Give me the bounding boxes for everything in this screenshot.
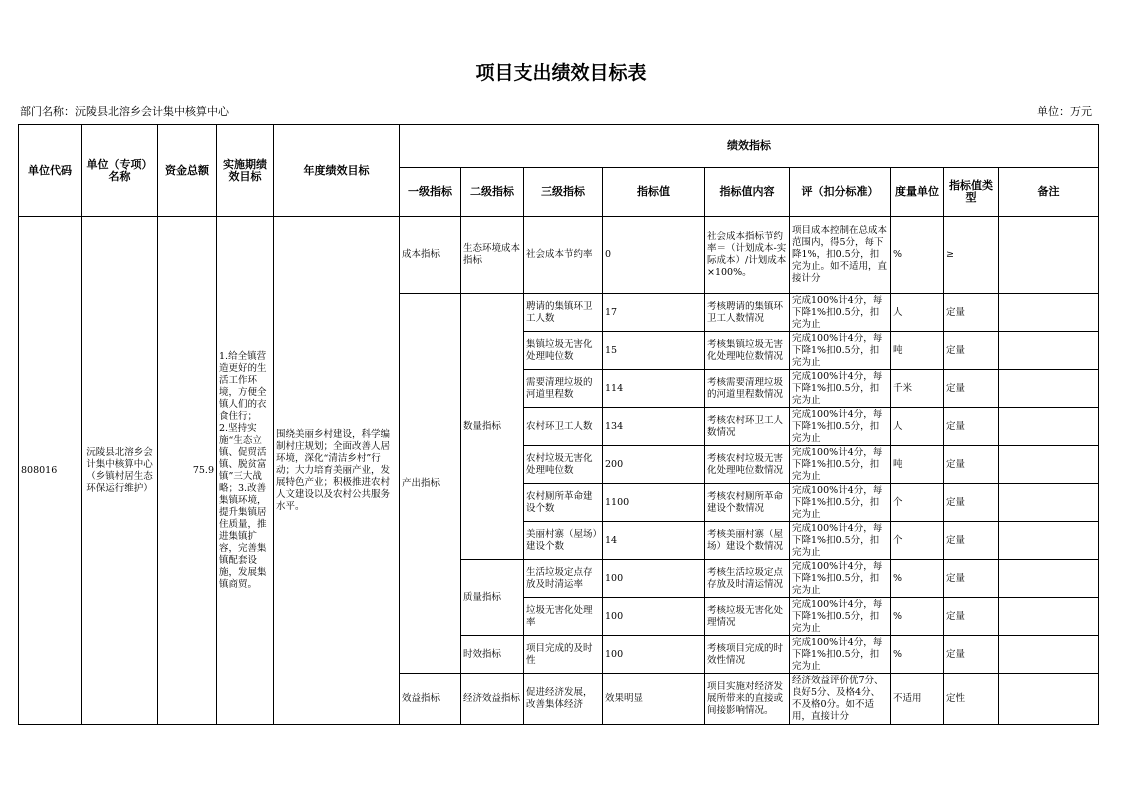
- header-value-type: 指标值类型: [944, 168, 999, 217]
- content-text: 项目实施对经济发展所带来的直接或间接影响情况。: [707, 681, 784, 716]
- level3-cell: 促进经济发展，改善集体经济: [524, 674, 603, 725]
- unit-code-cell: 808016: [19, 217, 82, 725]
- annual-goal-cell: 围绕美丽乡村建设，科学编制村庄规划；全面改善人居环境，深化“清洁乡村”行动；大力培育美丽产业，发展特色产业；积极推进农村人文建设以及农村公共服务水平。: [274, 217, 400, 725]
- scoring-cell: [790, 598, 891, 636]
- measure-cell: 个: [891, 484, 944, 522]
- level1-cost: 成本指标: [400, 217, 461, 294]
- level2-economic: 经济效益指标: [461, 674, 524, 725]
- level2-quantity: 数量指标: [461, 294, 524, 560]
- unit-name-cell: 沅陵县北溶乡会计集中核算中心（乡镇村居生态环保运行维护）: [82, 217, 158, 725]
- scoring-cell: [790, 560, 891, 598]
- remark-cell: [999, 484, 1099, 522]
- content-text: 考核垃圾无害化处理情况: [707, 604, 784, 628]
- currency-unit: 单位：万元: [1037, 105, 1092, 118]
- value-cell: 15: [603, 332, 705, 370]
- value-type-cell: 定量: [944, 636, 999, 674]
- content-cell: [705, 522, 790, 560]
- header-performance: 绩效指标: [400, 125, 1099, 168]
- scoring-text: 项目成本控制在总成本范围内，得5分，每下降1%，扣0.5分，扣完为止。如不适用，直接计分: [792, 225, 888, 284]
- level3-cell: 美丽村寨（屋场）建设个数: [524, 522, 603, 560]
- content-text: 考核农村环卫工人数情况: [707, 414, 784, 438]
- content-text: 考核项目完成的时效性情况: [707, 642, 784, 666]
- value-type-cell: 定量: [944, 560, 999, 598]
- level3-cell: 生活垃圾定点存放及时清运率: [524, 560, 603, 598]
- content-cell: [705, 217, 790, 294]
- content-cell: [705, 484, 790, 522]
- content-cell: [705, 636, 790, 674]
- period-goal-cell: 1.给全镇营造更好的生活工作环境，方便全镇人们的衣食住行； 2.坚持实施“生态立镇、促贸活镇、脱贫富镇”三大战略；3.改善集镇环境，提升集镇居住质量，推进集镇扩容，完善集镇配套设施，发展集镇商贸。: [217, 217, 274, 725]
- header-annual-goal: 年度绩效目标: [274, 125, 400, 217]
- scoring-text: 完成100%计4分，每下降1%扣0.5分，扣完为止: [792, 332, 883, 368]
- value-cell: 134: [603, 408, 705, 446]
- header-value: 指标值: [603, 168, 705, 217]
- scoring-text: 完成100%计4分，每下降1%扣0.5分，扣完为止: [792, 522, 883, 558]
- scoring-text: 完成100%计4分，每下降1%扣0.5分，扣完为止: [792, 484, 883, 520]
- content-cell: [705, 560, 790, 598]
- header-scoring: 评（扣分标准）: [790, 168, 891, 217]
- content-text: 考核聘请的集镇环卫工人数情况: [707, 300, 784, 324]
- value-cell: 100: [603, 598, 705, 636]
- value-type-cell: 定量: [944, 446, 999, 484]
- measure-cell: 个: [891, 522, 944, 560]
- scoring-cell: [790, 294, 891, 332]
- remark-cell: [999, 217, 1099, 294]
- value-cell: 效果明显: [603, 674, 705, 725]
- scoring-text: 完成100%计4分，每下降1%扣0.5分，扣完为止: [792, 598, 883, 634]
- content-cell: [705, 674, 790, 725]
- header-measure: 度量单位: [891, 168, 944, 217]
- level3-cell: 项目完成的及时性: [524, 636, 603, 674]
- page-title: 项目支出绩效目标表: [475, 62, 647, 84]
- scoring-cell: [790, 484, 891, 522]
- level3-cell: 农村环卫工人数: [524, 408, 603, 446]
- content-text: 考核集镇垃圾无害化处理吨位数情况: [707, 338, 784, 362]
- level3-cell: 需要清理垃圾的河道里程数: [524, 370, 603, 408]
- remark-cell: [999, 446, 1099, 484]
- remark-cell: [999, 370, 1099, 408]
- value-type-cell: 定量: [944, 294, 999, 332]
- scoring-text: 完成100%计4分，每下降1%扣0.5分，扣完为止: [792, 560, 883, 596]
- scoring-cell: [790, 217, 891, 294]
- value-cell: 14: [603, 522, 705, 560]
- scoring-cell: [790, 674, 891, 725]
- remark-cell: [999, 408, 1099, 446]
- value-cell: 100: [603, 636, 705, 674]
- value-type-cell: 定量: [944, 484, 999, 522]
- value-type-cell: 定量: [944, 408, 999, 446]
- value-cell: 100: [603, 560, 705, 598]
- value-type-cell: 定量: [944, 370, 999, 408]
- scoring-cell: [790, 446, 891, 484]
- value-cell: 114: [603, 370, 705, 408]
- remark-cell: [999, 522, 1099, 560]
- measure-cell: %: [891, 217, 944, 294]
- remark-cell: [999, 636, 1099, 674]
- remark-cell: [999, 294, 1099, 332]
- measure-cell: %: [891, 598, 944, 636]
- value-type-cell: 定量: [944, 522, 999, 560]
- level3-cell: 集镇垃圾无害化处理吨位数: [524, 332, 603, 370]
- level3-cell: 农村厕所革命建设个数: [524, 484, 603, 522]
- measure-cell: 人: [891, 408, 944, 446]
- level3-cell: 农村垃圾无害化处理吨位数: [524, 446, 603, 484]
- measure-cell: %: [891, 560, 944, 598]
- scoring-cell: [790, 636, 891, 674]
- scoring-text: 完成100%计4分，每下降1%扣0.5分，扣完为止: [792, 636, 883, 672]
- value-cell: 0: [603, 217, 705, 294]
- scoring-cell: [790, 522, 891, 560]
- performance-table: [18, 124, 1099, 725]
- level2-eco-cost: 生态环境成本指标: [461, 217, 524, 294]
- scoring-text: 完成100%计4分，每下降1%扣0.5分，扣完为止: [792, 370, 883, 406]
- header-period-goal: 实施期绩效目标: [217, 125, 274, 217]
- header-level3: 三级指标: [524, 168, 603, 217]
- measure-cell: 人: [891, 294, 944, 332]
- header-level2: 二级指标: [461, 168, 524, 217]
- value-cell: 200: [603, 446, 705, 484]
- level1-output: 产出指标: [400, 294, 461, 674]
- level2-quality: 质量指标: [461, 560, 524, 636]
- content-text: 考核需要清理垃圾的河道里程数情况: [707, 376, 784, 400]
- scoring-text: 经济效益评价优7分、良好5分、及格4分、不及格0分。如不适用，直接计分: [792, 675, 884, 722]
- remark-cell: [999, 332, 1099, 370]
- department-name: 部门名称：沅陵县北溶乡会计集中核算中心: [20, 105, 229, 118]
- header-level1: 一级指标: [400, 168, 461, 217]
- measure-cell: 吨: [891, 446, 944, 484]
- value-cell: 17: [603, 294, 705, 332]
- measure-cell: %: [891, 636, 944, 674]
- level2-timeliness: 时效指标: [461, 636, 524, 674]
- value-type-cell: 定量: [944, 598, 999, 636]
- measure-cell: 不适用: [891, 674, 944, 725]
- content-text: 考核生活垃圾定点存放及时清运情况: [707, 566, 784, 590]
- content-text: 考核美丽村寨（屋场）建设个数情况: [707, 528, 784, 552]
- header-total-funds: 资金总额: [158, 125, 217, 217]
- content-cell: [705, 294, 790, 332]
- header-remark: 备注: [999, 168, 1099, 217]
- content-text: 考核农村垃圾无害化处理吨位数情况: [707, 452, 784, 476]
- scoring-cell: [790, 332, 891, 370]
- header-unit-name: 单位（专项）名称: [82, 125, 158, 217]
- content-cell: [705, 446, 790, 484]
- content-cell: [705, 332, 790, 370]
- value-type-cell: 定量: [944, 332, 999, 370]
- scoring-text: 完成100%计4分，每下降1%扣0.5分，扣完为止: [792, 446, 883, 482]
- measure-cell: 千米: [891, 370, 944, 408]
- value-cell: 1100: [603, 484, 705, 522]
- content-text: 考核农村厕所革命建设个数情况: [707, 490, 784, 514]
- value-type-cell: ≥: [944, 217, 999, 294]
- level3-cell: 社会成本节约率: [524, 217, 603, 294]
- measure-cell: 吨: [891, 332, 944, 370]
- table-row: [19, 217, 1099, 294]
- remark-cell: [999, 598, 1099, 636]
- content-text: 社会成本指标节约率＝（计划成本-实际成本）/计划成本×100%。: [707, 231, 787, 278]
- value-type-cell: 定性: [944, 674, 999, 725]
- content-cell: [705, 370, 790, 408]
- scoring-cell: [790, 408, 891, 446]
- total-funds-cell: 75.9: [158, 217, 217, 725]
- header-content: 指标值内容: [705, 168, 790, 217]
- scoring-text: 完成100%计4分，每下降1%扣0.5分，扣完为止: [792, 294, 883, 330]
- remark-cell: [999, 674, 1099, 725]
- header-unit-code: 单位代码: [19, 125, 82, 217]
- scoring-text: 完成100%计4分，每下降1%扣0.5分，扣完为止: [792, 408, 883, 444]
- scoring-cell: [790, 370, 891, 408]
- level3-cell: 聘请的集镇环卫工人数: [524, 294, 603, 332]
- level3-cell: 垃圾无害化处理率: [524, 598, 603, 636]
- content-cell: [705, 598, 790, 636]
- content-cell: [705, 408, 790, 446]
- remark-cell: [999, 560, 1099, 598]
- level1-benefit: 效益指标: [400, 674, 461, 725]
